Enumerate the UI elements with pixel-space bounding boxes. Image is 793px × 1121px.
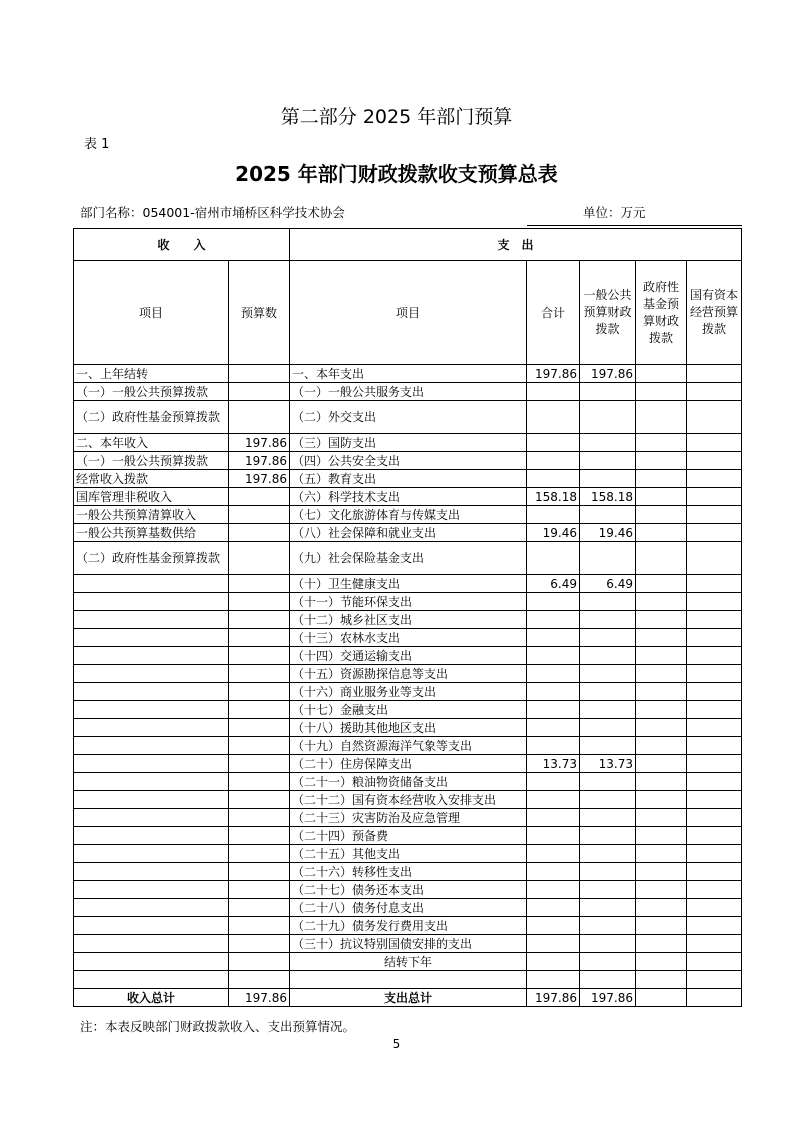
expense-general-public xyxy=(580,845,636,863)
expense-item: （十五）资源勘探信息等支出 xyxy=(290,665,527,683)
expense-gov-fund xyxy=(636,863,687,881)
table-row xyxy=(74,665,742,683)
expense-gov-fund xyxy=(636,611,687,629)
expense-gov-fund xyxy=(636,917,687,935)
expense-total xyxy=(527,719,580,737)
total-header: 合计 xyxy=(527,261,580,365)
expense-gov-fund xyxy=(636,899,687,917)
expense-total xyxy=(527,452,580,470)
expense-general-public xyxy=(580,863,636,881)
expense-item: （二十九）债务发行费用支出 xyxy=(290,917,527,935)
expense-gov-fund xyxy=(636,488,687,506)
expense-general-public: 19.46 xyxy=(580,524,636,542)
income-budget: 197.86 xyxy=(229,434,290,452)
expense-item: （十四）交通运输支出 xyxy=(290,647,527,665)
expense-item: （二十四）预备费 xyxy=(290,827,527,845)
income-item xyxy=(74,575,229,593)
expense-total xyxy=(527,845,580,863)
expense-state-capital xyxy=(687,401,742,434)
expense-state-capital xyxy=(687,506,742,524)
expense-gov-fund xyxy=(636,971,687,989)
income-total-label: 收入总计 xyxy=(74,989,229,1007)
table-row xyxy=(74,434,742,452)
income-budget xyxy=(229,593,290,611)
expense-gov-fund xyxy=(636,506,687,524)
expense-item: （二十五）其他支出 xyxy=(290,845,527,863)
expense-state-capital-total xyxy=(687,989,742,1007)
expense-general-public xyxy=(580,629,636,647)
expense-item: （二十八）债务付息支出 xyxy=(290,899,527,917)
expense-item: （三）国防支出 xyxy=(290,434,527,452)
expense-general-public xyxy=(580,971,636,989)
expense-total xyxy=(527,971,580,989)
table-row xyxy=(74,971,742,989)
expense-state-capital xyxy=(687,899,742,917)
expense-total: 6.49 xyxy=(527,575,580,593)
income-budget xyxy=(229,971,290,989)
expense-total xyxy=(527,737,580,755)
expense-general-public xyxy=(580,899,636,917)
income-item-header: 项目 xyxy=(74,261,229,365)
expense-item: （二十三）灾害防治及应急管理 xyxy=(290,809,527,827)
expense-state-capital xyxy=(687,773,742,791)
expense-total xyxy=(527,863,580,881)
table-row xyxy=(74,863,742,881)
expense-state-capital xyxy=(687,575,742,593)
expense-state-capital xyxy=(687,611,742,629)
income-budget xyxy=(229,881,290,899)
income-item xyxy=(74,809,229,827)
expense-total xyxy=(527,629,580,647)
income-budget xyxy=(229,611,290,629)
income-budget xyxy=(229,917,290,935)
expense-general-public xyxy=(580,665,636,683)
expense-general-public xyxy=(580,917,636,935)
expense-item: （一）一般公共服务支出 xyxy=(290,383,527,401)
expense-general-public xyxy=(580,401,636,434)
expense-state-capital xyxy=(687,917,742,935)
expense-gov-fund xyxy=(636,434,687,452)
income-budget xyxy=(229,863,290,881)
expense-total: 19.46 xyxy=(527,524,580,542)
totals-row xyxy=(74,989,742,1007)
expense-total: 197.86 xyxy=(527,365,580,383)
table-row xyxy=(74,383,742,401)
income-item: 一般公共预算清算收入 xyxy=(74,506,229,524)
income-item xyxy=(74,647,229,665)
income-item xyxy=(74,791,229,809)
income-budget xyxy=(229,647,290,665)
income-item xyxy=(74,917,229,935)
table-row xyxy=(74,719,742,737)
income-item: （二）政府性基金预算拨款 xyxy=(74,401,229,434)
table-row xyxy=(74,683,742,701)
expense-total xyxy=(527,881,580,899)
income-item: （一）一般公共预算拨款 xyxy=(74,452,229,470)
expense-gov-fund-total xyxy=(636,989,687,1007)
expense-state-capital xyxy=(687,809,742,827)
expense-general-public xyxy=(580,647,636,665)
expense-total xyxy=(527,773,580,791)
income-item xyxy=(74,899,229,917)
income-budget xyxy=(229,737,290,755)
header-row-group xyxy=(74,229,742,261)
expense-general-public xyxy=(580,773,636,791)
expense-state-capital xyxy=(687,701,742,719)
expense-item: （二十）住房保障支出 xyxy=(290,755,527,773)
table-row xyxy=(74,488,742,506)
table-row xyxy=(74,953,742,971)
expense-gov-fund xyxy=(636,647,687,665)
table-row xyxy=(74,755,742,773)
income-budget xyxy=(229,701,290,719)
expense-general-public xyxy=(580,881,636,899)
income-budget xyxy=(229,953,290,971)
expense-state-capital xyxy=(687,845,742,863)
income-item: （二）政府性基金预算拨款 xyxy=(74,542,229,575)
expense-general-public xyxy=(580,791,636,809)
expense-state-capital xyxy=(687,383,742,401)
expense-item: （二）外交支出 xyxy=(290,401,527,434)
expense-state-capital xyxy=(687,647,742,665)
expense-total xyxy=(527,593,580,611)
expense-general-public xyxy=(580,719,636,737)
expense-item: （三十）抗议特别国债安排的支出 xyxy=(290,935,527,953)
expense-item: （十六）商业服务业等支出 xyxy=(290,683,527,701)
expense-gov-fund xyxy=(636,881,687,899)
income-budget xyxy=(229,755,290,773)
expense-item: （二十六）转移性支出 xyxy=(290,863,527,881)
income-budget xyxy=(229,365,290,383)
income-budget xyxy=(229,506,290,524)
expense-state-capital xyxy=(687,434,742,452)
income-budget xyxy=(229,899,290,917)
income-item xyxy=(74,773,229,791)
expense-total xyxy=(527,383,580,401)
expense-general-public xyxy=(580,542,636,575)
expense-general-public: 6.49 xyxy=(580,575,636,593)
income-header: 收 入 xyxy=(74,229,290,261)
table-row xyxy=(74,845,742,863)
expense-total xyxy=(527,434,580,452)
income-budget xyxy=(229,827,290,845)
income-budget xyxy=(229,809,290,827)
table-row xyxy=(74,809,742,827)
income-budget: 197.86 xyxy=(229,470,290,488)
income-item xyxy=(74,845,229,863)
table-row xyxy=(74,365,742,383)
expense-gov-fund xyxy=(636,401,687,434)
expense-total: 13.73 xyxy=(527,755,580,773)
table-row xyxy=(74,524,742,542)
expense-gov-fund xyxy=(636,542,687,575)
expense-gov-fund xyxy=(636,773,687,791)
expense-gov-fund xyxy=(636,593,687,611)
table-row xyxy=(74,452,742,470)
expense-gov-fund xyxy=(636,845,687,863)
expense-item: （五）教育支出 xyxy=(290,470,527,488)
expense-state-capital xyxy=(687,737,742,755)
income-item xyxy=(74,629,229,647)
income-item xyxy=(74,881,229,899)
expense-gov-fund xyxy=(636,665,687,683)
table-row xyxy=(74,506,742,524)
expense-gov-fund xyxy=(636,629,687,647)
expense-gov-fund xyxy=(636,365,687,383)
income-budget xyxy=(229,791,290,809)
income-item: 一般公共预算基数供给 xyxy=(74,524,229,542)
income-item xyxy=(74,683,229,701)
income-item xyxy=(74,737,229,755)
expense-total xyxy=(527,647,580,665)
expense-general-public: 13.73 xyxy=(580,755,636,773)
table-number: 表 1 xyxy=(84,137,110,152)
expense-general-public xyxy=(580,383,636,401)
expense-state-capital xyxy=(687,971,742,989)
expense-gov-fund xyxy=(636,809,687,827)
income-item: 国库管理非税收入 xyxy=(74,488,229,506)
expense-total-value: 197.86 xyxy=(527,989,580,1007)
gov-fund-header: 政府性基金预算财政拨款 xyxy=(636,261,687,365)
expense-state-capital xyxy=(687,881,742,899)
income-item xyxy=(74,863,229,881)
expense-state-capital xyxy=(687,827,742,845)
income-item: 二、本年收入 xyxy=(74,434,229,452)
general-public-header: 一般公共预算财政拨款 xyxy=(580,261,636,365)
expense-total xyxy=(527,542,580,575)
expense-item: （六）科学技术支出 xyxy=(290,488,527,506)
expense-gov-fund xyxy=(636,755,687,773)
expense-item-header: 项目 xyxy=(290,261,527,365)
table-row xyxy=(74,701,742,719)
expense-total xyxy=(527,899,580,917)
income-budget xyxy=(229,773,290,791)
expense-state-capital xyxy=(687,755,742,773)
income-budget: 197.86 xyxy=(229,452,290,470)
expense-item: （九）社会保险基金支出 xyxy=(290,542,527,575)
table-row xyxy=(74,791,742,809)
expense-item: （二十二）国有资本经营收入安排支出 xyxy=(290,791,527,809)
income-budget xyxy=(229,845,290,863)
expense-total xyxy=(527,611,580,629)
budget-table xyxy=(73,228,742,1007)
page-title: 2025 年部门财政拨款收支预算总表 xyxy=(235,162,558,186)
income-item xyxy=(74,701,229,719)
expense-header: 支 出 xyxy=(290,229,742,261)
department-name: 部门名称：054001-宿州市埇桥区科学技术协会 xyxy=(80,205,345,220)
expense-item: （八）社会保障和就业支出 xyxy=(290,524,527,542)
income-budget xyxy=(229,719,290,737)
expense-gov-fund xyxy=(636,953,687,971)
income-budget xyxy=(229,683,290,701)
header-row-columns xyxy=(74,261,742,365)
expense-item: （十一）节能环保支出 xyxy=(290,593,527,611)
expense-general-public xyxy=(580,935,636,953)
income-item xyxy=(74,827,229,845)
expense-general-public xyxy=(580,506,636,524)
income-budget xyxy=(229,524,290,542)
expense-state-capital xyxy=(687,365,742,383)
state-capital-header: 国有资本经营预算拨款 xyxy=(687,261,742,365)
table-row xyxy=(74,881,742,899)
expense-state-capital xyxy=(687,524,742,542)
expense-item: （七）文化旅游体育与传媒支出 xyxy=(290,506,527,524)
expense-general-public: 197.86 xyxy=(580,365,636,383)
income-budget xyxy=(229,542,290,575)
income-item xyxy=(74,953,229,971)
income-item: 经常收入拨款 xyxy=(74,470,229,488)
expense-total xyxy=(527,506,580,524)
expense-general-public xyxy=(580,827,636,845)
expense-general-public xyxy=(580,434,636,452)
expense-gov-fund xyxy=(636,383,687,401)
expense-gov-fund xyxy=(636,827,687,845)
expense-total xyxy=(527,683,580,701)
expense-item: （二十一）粮油物资储备支出 xyxy=(290,773,527,791)
income-budget xyxy=(229,935,290,953)
expense-gov-fund xyxy=(636,935,687,953)
income-budget xyxy=(229,629,290,647)
expense-gov-fund xyxy=(636,524,687,542)
expense-total xyxy=(527,827,580,845)
expense-state-capital xyxy=(687,470,742,488)
expense-state-capital xyxy=(687,542,742,575)
income-total-value: 197.86 xyxy=(229,989,290,1007)
expense-item: （二十七）债务还本支出 xyxy=(290,881,527,899)
table-row xyxy=(74,917,742,935)
header-rule xyxy=(527,225,742,226)
income-item xyxy=(74,971,229,989)
expense-gov-fund xyxy=(636,683,687,701)
expense-gov-fund xyxy=(636,791,687,809)
table-row xyxy=(74,401,742,434)
table-row xyxy=(74,611,742,629)
expense-general-public xyxy=(580,701,636,719)
expense-state-capital xyxy=(687,863,742,881)
expense-gov-fund xyxy=(636,701,687,719)
expense-general-public xyxy=(580,593,636,611)
income-item xyxy=(74,755,229,773)
expense-total: 158.18 xyxy=(527,488,580,506)
expense-total xyxy=(527,935,580,953)
expense-total xyxy=(527,470,580,488)
expense-total xyxy=(527,809,580,827)
expense-general-public xyxy=(580,737,636,755)
expense-item: 结转下年 xyxy=(290,953,527,971)
expense-item: 一、本年支出 xyxy=(290,365,527,383)
expense-gov-fund xyxy=(636,719,687,737)
expense-state-capital xyxy=(687,488,742,506)
expense-general-public: 158.18 xyxy=(580,488,636,506)
expense-general-public xyxy=(580,809,636,827)
table-row xyxy=(74,470,742,488)
table-row xyxy=(74,935,742,953)
expense-general-public xyxy=(580,470,636,488)
expense-total xyxy=(527,791,580,809)
expense-gov-fund xyxy=(636,575,687,593)
income-budget xyxy=(229,383,290,401)
income-item xyxy=(74,719,229,737)
table-row xyxy=(74,827,742,845)
page-number: 5 xyxy=(392,1037,401,1051)
expense-general-public xyxy=(580,611,636,629)
income-budget-header: 预算数 xyxy=(229,261,290,365)
expense-general-public-total: 197.86 xyxy=(580,989,636,1007)
expense-state-capital xyxy=(687,953,742,971)
table-row xyxy=(74,899,742,917)
expense-total xyxy=(527,665,580,683)
income-item xyxy=(74,593,229,611)
table-row xyxy=(74,737,742,755)
income-item xyxy=(74,665,229,683)
expense-gov-fund xyxy=(636,737,687,755)
expense-total xyxy=(527,401,580,434)
income-item xyxy=(74,935,229,953)
expense-general-public xyxy=(580,683,636,701)
expense-state-capital xyxy=(687,629,742,647)
income-item xyxy=(74,611,229,629)
expense-state-capital xyxy=(687,665,742,683)
table-row xyxy=(74,575,742,593)
expense-item: （十二）城乡社区支出 xyxy=(290,611,527,629)
expense-item: （十八）援助其他地区支出 xyxy=(290,719,527,737)
expense-item: （十七）金融支出 xyxy=(290,701,527,719)
footnote: 注：本表反映部门财政拨款收入、支出预算情况。 xyxy=(80,1019,356,1034)
expense-item xyxy=(290,971,527,989)
expense-general-public xyxy=(580,452,636,470)
expense-item: （四）公共安全支出 xyxy=(290,452,527,470)
expense-state-capital xyxy=(687,452,742,470)
income-item: （一）一般公共预算拨款 xyxy=(74,383,229,401)
expense-total-label: 支出总计 xyxy=(290,989,527,1007)
income-budget xyxy=(229,401,290,434)
expense-gov-fund xyxy=(636,470,687,488)
expense-state-capital xyxy=(687,593,742,611)
expense-state-capital xyxy=(687,791,742,809)
unit-label: 单位：万元 xyxy=(583,205,646,220)
expense-state-capital xyxy=(687,935,742,953)
table-row xyxy=(74,773,742,791)
expense-item: （十三）农林水支出 xyxy=(290,629,527,647)
table-row xyxy=(74,647,742,665)
income-budget xyxy=(229,488,290,506)
expense-item: （十九）自然资源海洋气象等支出 xyxy=(290,737,527,755)
income-item: 一、上年结转 xyxy=(74,365,229,383)
expense-total xyxy=(527,917,580,935)
expense-state-capital xyxy=(687,719,742,737)
expense-total xyxy=(527,701,580,719)
expense-gov-fund xyxy=(636,452,687,470)
expense-general-public xyxy=(580,953,636,971)
table-row xyxy=(74,542,742,575)
part-title: 第二部分 2025 年部门预算 xyxy=(280,106,513,128)
table-row xyxy=(74,629,742,647)
income-budget xyxy=(229,665,290,683)
expense-total xyxy=(527,953,580,971)
income-budget xyxy=(229,575,290,593)
expense-state-capital xyxy=(687,683,742,701)
expense-item: （十）卫生健康支出 xyxy=(290,575,527,593)
table-row xyxy=(74,593,742,611)
